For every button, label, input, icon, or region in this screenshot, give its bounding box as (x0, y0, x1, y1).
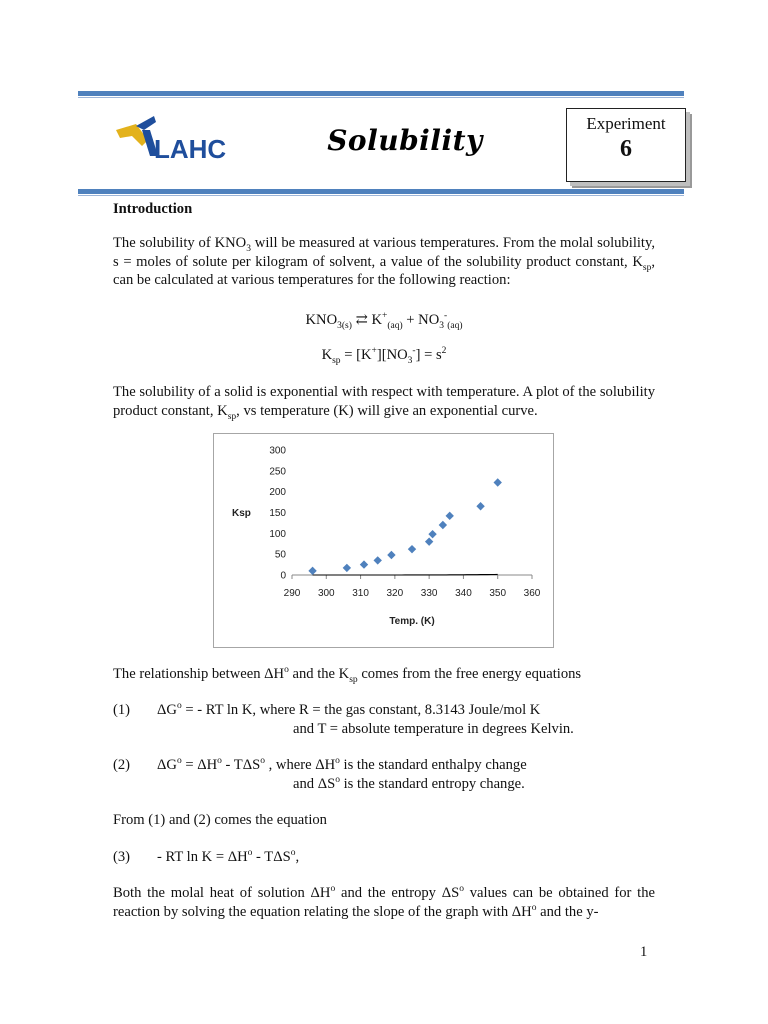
x-tick-label: 360 (523, 588, 541, 599)
x-tick-label: 310 (352, 588, 369, 599)
header-bottom-rule (78, 189, 684, 194)
equation-1: $\Delta G^o$ = - RT ln K, where R = the gas constant, 8.3143 Joule/mol K (157, 701, 541, 718)
data-point (425, 537, 433, 545)
data-point (343, 564, 351, 572)
data-point (446, 512, 454, 520)
header-top-rule (78, 91, 684, 96)
y-tick-label: 0 (280, 570, 286, 582)
equation-3: - RT $\ln K = \Delta H^o - T\Delta S^o$, (157, 848, 300, 865)
from-equations-text: From (1) and (2) comes the equation (113, 812, 327, 828)
y-tick-label: 50 (274, 549, 286, 561)
intro-heading: Introduction (113, 201, 193, 217)
equation-2: $\Delta G^o = \Delta H^o - T\Delta S^o$ , where $\Delta H^o$ is the standard enthalpy change (157, 756, 527, 773)
data-point (494, 478, 502, 486)
paragraph-4: Both the molal heat of solution $\Delta H^o$ and the entropy $\Delta S^o$ values can be obtained for the reaction by solving the equation relating the slope of the graph with $\Delta H^o$ and the y- (113, 884, 655, 920)
x-tick-label: 350 (489, 588, 507, 599)
y-tick-label: 200 (269, 487, 286, 499)
y-tick-label: 150 (269, 508, 286, 519)
x-tick-label: 320 (386, 588, 404, 599)
logo-text: LAHC (154, 134, 227, 164)
y-tick-label: 100 (269, 528, 286, 540)
y-tick-label: 300 (269, 445, 286, 457)
equation-1-line-2: and T = absolute temperature in degrees Kelvin. (293, 721, 574, 737)
data-point (360, 560, 368, 568)
reaction-equation: $KNO_{3(s)}$ ⇄ $K^+_{(aq)} + NO_3^-_{(aq)}$ (305, 311, 463, 331)
equation-2-number: (2) (113, 757, 131, 773)
experiment-number: 6 (620, 136, 632, 162)
chart-canvas (214, 434, 553, 647)
intro-paragraph-2: The solubility of a solid is exponential with respect with temperature. A plot of the solubility product constant, $K_{sp}$, vs temperature (K) will give an exponential curve. (113, 384, 655, 422)
x-tick-label: 300 (317, 588, 335, 599)
experiment-label: Experiment (586, 114, 666, 133)
data-point (428, 530, 436, 538)
exponential-trendline (313, 574, 498, 575)
logo-bird-shape (136, 116, 156, 130)
data-point (408, 545, 416, 553)
experiment-box (566, 108, 686, 182)
x-tick-label: 290 (283, 588, 301, 599)
x-tick-label: 330 (420, 588, 438, 599)
x-axis-title: Temp. (K) (389, 616, 435, 627)
equation-1-number: (1) (113, 702, 131, 718)
document-title: Solubility (327, 124, 483, 157)
y-axis-title: Ksp (232, 508, 251, 519)
x-tick-label: 340 (455, 588, 472, 599)
equation-2-line-2: and $\Delta S^o$ is the standard entropy change. (293, 775, 525, 792)
data-point (308, 567, 316, 575)
intro-paragraph-1: The solubility of $KNO_3$ will be measured at various temperatures. From the molal solubility, s = moles of solute per kilogram of solvent, a value of the solubility product constant, $K_{sp}$, can be calculated at various temperatures for the following reaction: (113, 235, 655, 288)
paragraph-3: The relationship between $\Delta H^o$ and the $K_{sp}$ comes from the free energy equations (113, 665, 582, 685)
data-point (439, 521, 447, 529)
college-logo (114, 116, 230, 164)
equation-3-number: (3) (113, 849, 131, 865)
page-number: 1 (640, 944, 648, 960)
ksp-equation: $K_{sp} = [K^+][NO_3^-] = s^2$ (321, 346, 447, 366)
data-point (476, 502, 484, 510)
data-point (374, 556, 382, 564)
ksp-vs-temperature-chart (213, 433, 554, 648)
y-tick-label: 250 (269, 466, 286, 478)
data-point (387, 551, 395, 559)
